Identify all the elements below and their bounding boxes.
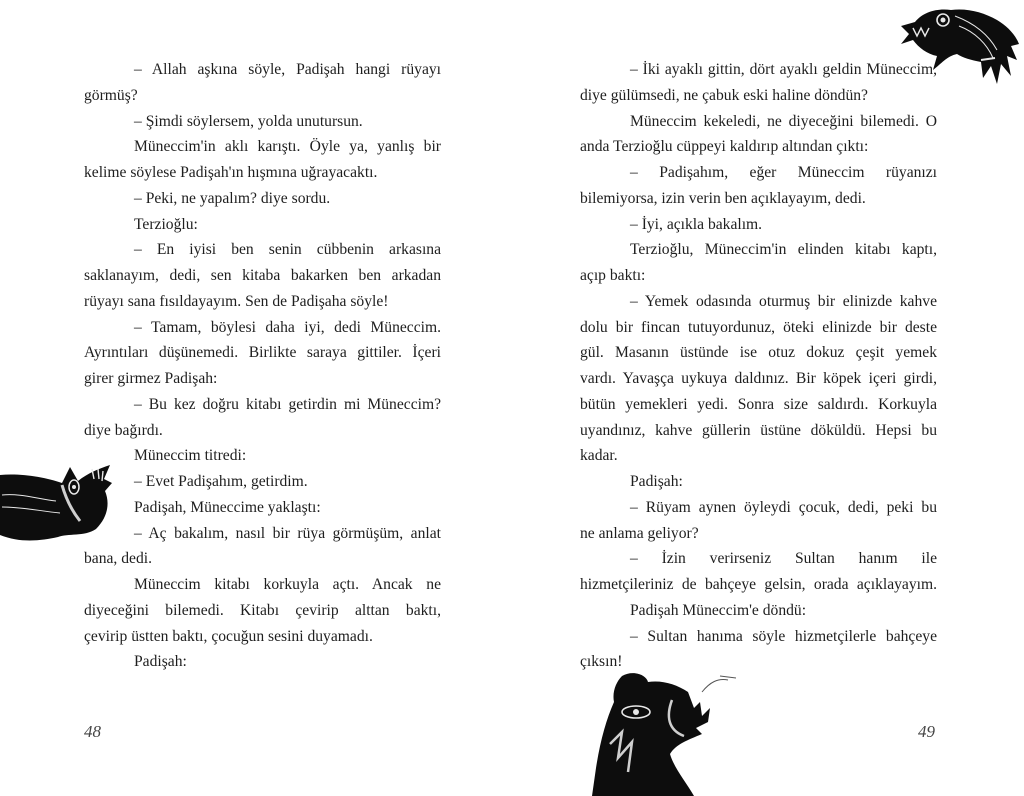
text-line: Terzioğlu, Müneccim'in elinden kitabı kaptı,: [630, 241, 937, 259]
text-line: Müneccim titredi:: [134, 447, 247, 465]
page-number: 48: [84, 722, 101, 741]
text-line: kelime söylese Padişah'ın hışmına uğrayacaktı.: [84, 164, 378, 181]
text-line: rüyayı sana fısıldayayım. Sen de Padişaha söyle!: [84, 292, 389, 310]
text-line: – İyi, açıkla bakalım.: [630, 215, 763, 233]
text-line: açıp baktı:: [580, 267, 646, 284]
text-line: uyandınız, kahve güllerin üstüne döküldü. Hepsi bu: [580, 421, 937, 439]
text-line: dolu bir fincan tutuyordunuz, öteki elinizde bir deste: [580, 318, 937, 336]
text-line: – Bu kez doğru kitabı getirdin mi Müneccim?: [134, 395, 441, 413]
text-line: – Şimdi söylersem, yolda unutursun.: [134, 112, 363, 130]
text-line: – Sultan hanıma söyle hizmetçilerle bahçeye: [630, 627, 937, 645]
text-line: Ayrıntıları düşünemedi. Birlikte saraya gittiler. İçeri: [84, 344, 441, 362]
text-line: ne anlama geliyor?: [580, 524, 699, 542]
text-line: hizmetçileriniz de bahçeye gelsin, orada açıklayayım.: [580, 576, 937, 593]
right-page-text: [580, 57, 937, 675]
text-line: diye bağırdı.: [84, 421, 163, 439]
text-line: bilemiyorsa, izin verin ben açıklayayım, dedi.: [580, 189, 866, 207]
text-line: anda Terzioğlu cüppeyi kaldırıp altından çıktı:: [580, 138, 869, 156]
page-number: 49: [918, 722, 935, 741]
text-line: – En iyisi ben senin cübbenin arkasına: [134, 241, 441, 259]
text-line: – Yemek odasında oturmuş bir elinizde kahve: [630, 292, 937, 310]
text-line: saklanayım, dedi, sen kitaba bakarken ben arkadan: [84, 267, 441, 284]
text-line: Terzioğlu:: [134, 215, 198, 233]
text-line: – Tamam, böylesi daha iyi, dedi Müneccim.: [134, 318, 441, 336]
text-line: Padişah:: [134, 653, 187, 671]
monster-head-icon: [592, 672, 742, 796]
text-line: Müneccim kitabı korkuyla açtı. Ancak ne: [134, 576, 441, 593]
text-line: Müneccim'in aklı karıştı. Öyle ya, yanlış bir: [134, 138, 441, 156]
text-line: – İzin verirseniz Sultan hanım ile: [630, 550, 937, 568]
text-line: – Aç bakalım, nasıl bir rüya görmüşüm, anlat: [134, 524, 441, 542]
text-line: vardı. Yavaşça uykuya daldınız. Bir köpek içeri girdi,: [580, 370, 937, 387]
text-line: Padişah, Müneccime yaklaştı:: [134, 498, 321, 516]
text-line: kadar.: [580, 447, 618, 465]
text-line: bütün yemekleri yedi. Sonra size saldırdı. Korkuyla: [580, 395, 937, 413]
text-line: Padişah Müneccim'e döndü:: [630, 601, 807, 619]
right-page: [512, 0, 1024, 796]
text-line: – Evet Padişahım, getirdim.: [134, 473, 308, 490]
text-line: çevirip üstten baktı, çocuğun sesini duyamadı.: [84, 627, 373, 645]
text-line: diyeceğini bilemedi. Kitabı çevirip alttan baktı,: [84, 601, 441, 619]
text-line: girer girmez Padişah:: [84, 370, 218, 387]
text-line: Müneccim kekeledi, ne diyeceğini bilemedi. O: [630, 112, 937, 130]
text-line: gül. Masanın üstünde ise otuz dokuz çeşit yemek: [580, 344, 937, 362]
text-line: bana, dedi.: [84, 550, 152, 568]
text-line: – Padişahım, eğer Müneccim rüyanızı: [630, 164, 937, 181]
text-line: çıksın!: [580, 653, 623, 671]
text-line: görmüş?: [84, 86, 138, 104]
text-line: – Allah aşkına söyle, Padişah hangi rüyayı: [134, 61, 441, 78]
fish-creature-icon: [0, 455, 115, 545]
fish-creature-icon: [897, 4, 1022, 90]
text-line: – İki ayaklı gittin, dört ayaklı geldin Müneccim,: [630, 61, 937, 78]
text-line: Padişah:: [630, 473, 683, 490]
text-line: – Rüyam aynen öyleydi çocuk, dedi, peki bu: [630, 498, 937, 516]
text-line: – Peki, ne yapalım? diye sordu.: [134, 189, 331, 207]
left-page-text: [84, 57, 441, 675]
text-line: diye gülümsedi, ne çabuk eski haline döndün?: [580, 86, 868, 104]
